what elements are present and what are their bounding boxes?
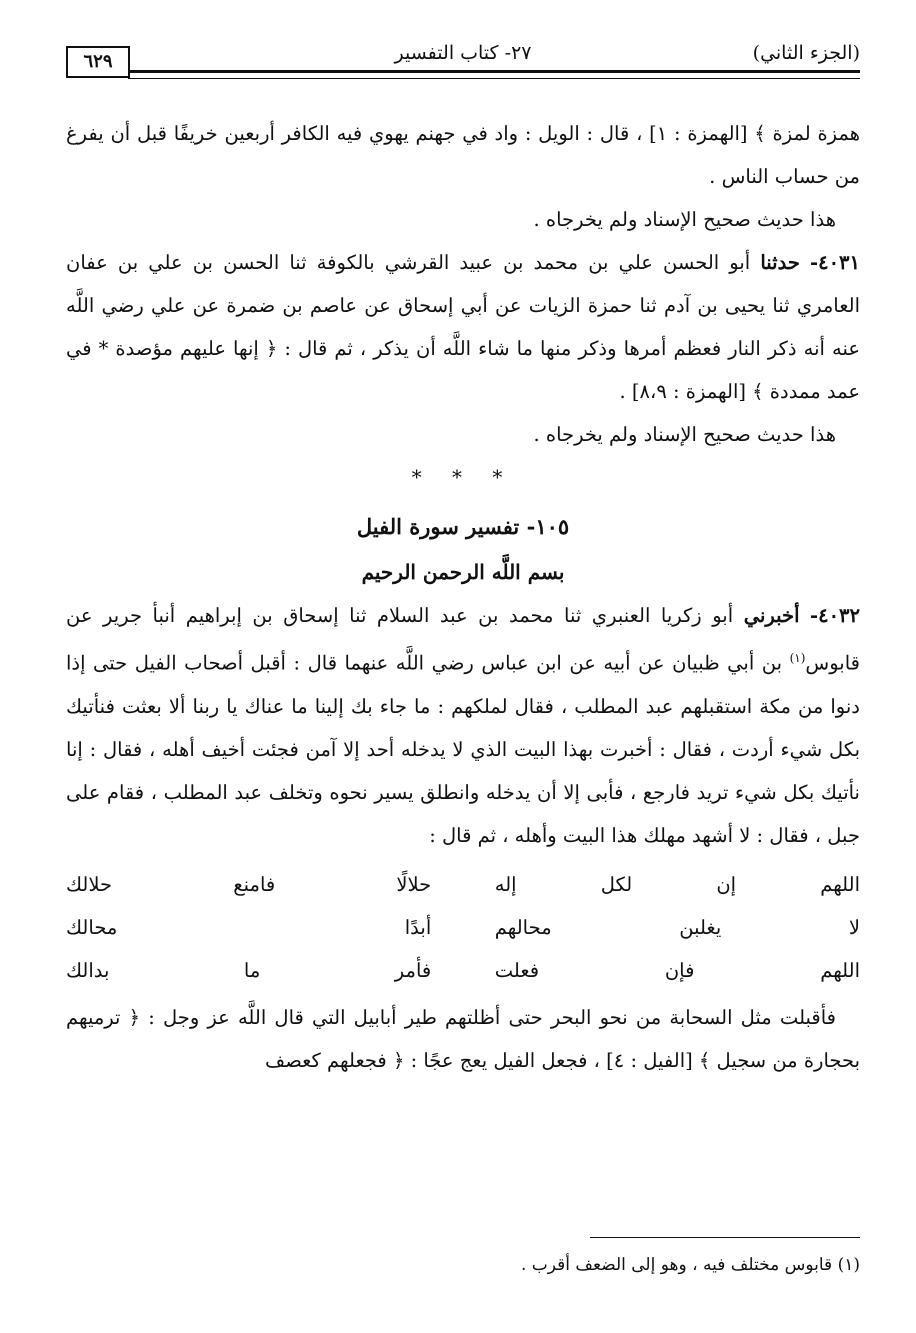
hadith-number: ٤٠٣٢- [810, 604, 861, 627]
poem [66, 863, 860, 992]
hadith-4031 [66, 241, 860, 413]
section-separator: * * * [411, 465, 515, 489]
volume-label: (الجزء الثاني) [752, 42, 860, 64]
paragraph: فأقبلت مثل السحابة من نحو البحر حتى أظلتهم طير أبابيل التي قال اللَّه عز وجل : ﴿ ترميهم بحجارة من سجيل ﴾ [الفيل : ٤] ، فجعل الفيل يعج عجًا : ﴿ فجعلهم كعصف [66, 1005, 860, 1072]
basmala: بسم اللَّه الرحمن الرحيم [361, 560, 565, 584]
verse-hemistich-right: اللهم فإن فعلت [494, 958, 860, 982]
footnote-marker: (١) [789, 651, 806, 665]
page-header [66, 38, 860, 86]
poem-verse [66, 949, 860, 992]
hadith-lead-word: حدثنا [760, 251, 800, 274]
verse-hemistich-right: اللهم إن لكل إله [494, 872, 860, 896]
verse-hemistich-right: لا يغلبن محالهم [494, 915, 860, 939]
hadith-grade: هذا حديث صحيح الإسناد ولم يخرجاه . [533, 208, 836, 231]
footnote: (١) قابوس مختلف فيه ، وهو إلى الضعف أقرب . [520, 1255, 860, 1275]
hadith-4032 [66, 594, 860, 857]
page-number: ٦٢٩ [66, 46, 130, 78]
hadith-text: بن أبي ظبيان عن أبيه عن ابن عباس رضي اللَّه عنهما قال : أقبل أصحاب الفيل حتى إذا دنوا من مكة استقبلهم عبد المطلب ، فقال لملكهم : ما جاء بك إلينا ما عناك يا ربنا ألا بعثت فنأتيك بكل شيء أردت ، فقال : أخبرت بهذا البيت الذي لا يدخله أحد إلا آمن فجئت أخيف أهله ، فقال : إنا نأتيك بكل شيء تريد فارجع ، فأبى إلا أن يدخله وانطلق يسير نحوه وتخلف عبد المطلب ، فقام على جبل ، فقال : لا أشهد مهلك هذا البيت وأهله ، ثم قال : [66, 651, 860, 847]
verse-hemistich-left: أبدًا محالك [66, 915, 432, 939]
running-title: ٢٧- كتاب التفسير [394, 42, 532, 64]
hadith-lead-word: أخبرني [743, 604, 800, 627]
chapter-title: ١٠٥- تفسير سورة الفيل [356, 514, 570, 539]
hadith-text: أبو زكريا العنبري ثنا محمد بن عبد السلام ثنا إسحاق بن إبراهيم أنبأ جرير عن قابوس [66, 604, 860, 675]
poem-verse [66, 906, 860, 949]
poem-verse [66, 863, 860, 906]
verse-hemistich-left: فأمر ما بدالك [66, 958, 432, 982]
hadith-grade: هذا حديث صحيح الإسناد ولم يخرجاه . [533, 423, 836, 446]
hadith-text: أبو الحسن علي بن محمد بن عبيد القرشي بالكوفة ثنا الحسن بن علي بن عفان العامري ثنا يحيى بن آدم ثنا حمزة الزيات عن أبي إسحاق عن عاصم بن ضمرة عن علي رضي اللَّه عنه أنه ذكر النار فعظم أمرها وذكر منها ما شاء اللَّه أن يذكر ، ثم قال : ﴿ إنها عليهم مؤصدة * في عمد ممددة ﴾ [الهمزة : ٨،٩] . [66, 251, 860, 403]
page-body [66, 112, 860, 1082]
paragraph: همزة لمزة ﴾ [الهمزة : ١] ، قال : الويل : واد في جهنم يهوي فيه الكافر أربعين خريفًا قبل أن يفرغ من حساب الناس . [66, 122, 860, 188]
footnote-divider [590, 1237, 860, 1238]
header-rule [128, 70, 860, 73]
header-rule-thin [128, 78, 860, 79]
hadith-number: ٤٠٣١- [810, 251, 860, 274]
verse-hemistich-left: حلالًا فامنع حلالك [66, 872, 432, 896]
